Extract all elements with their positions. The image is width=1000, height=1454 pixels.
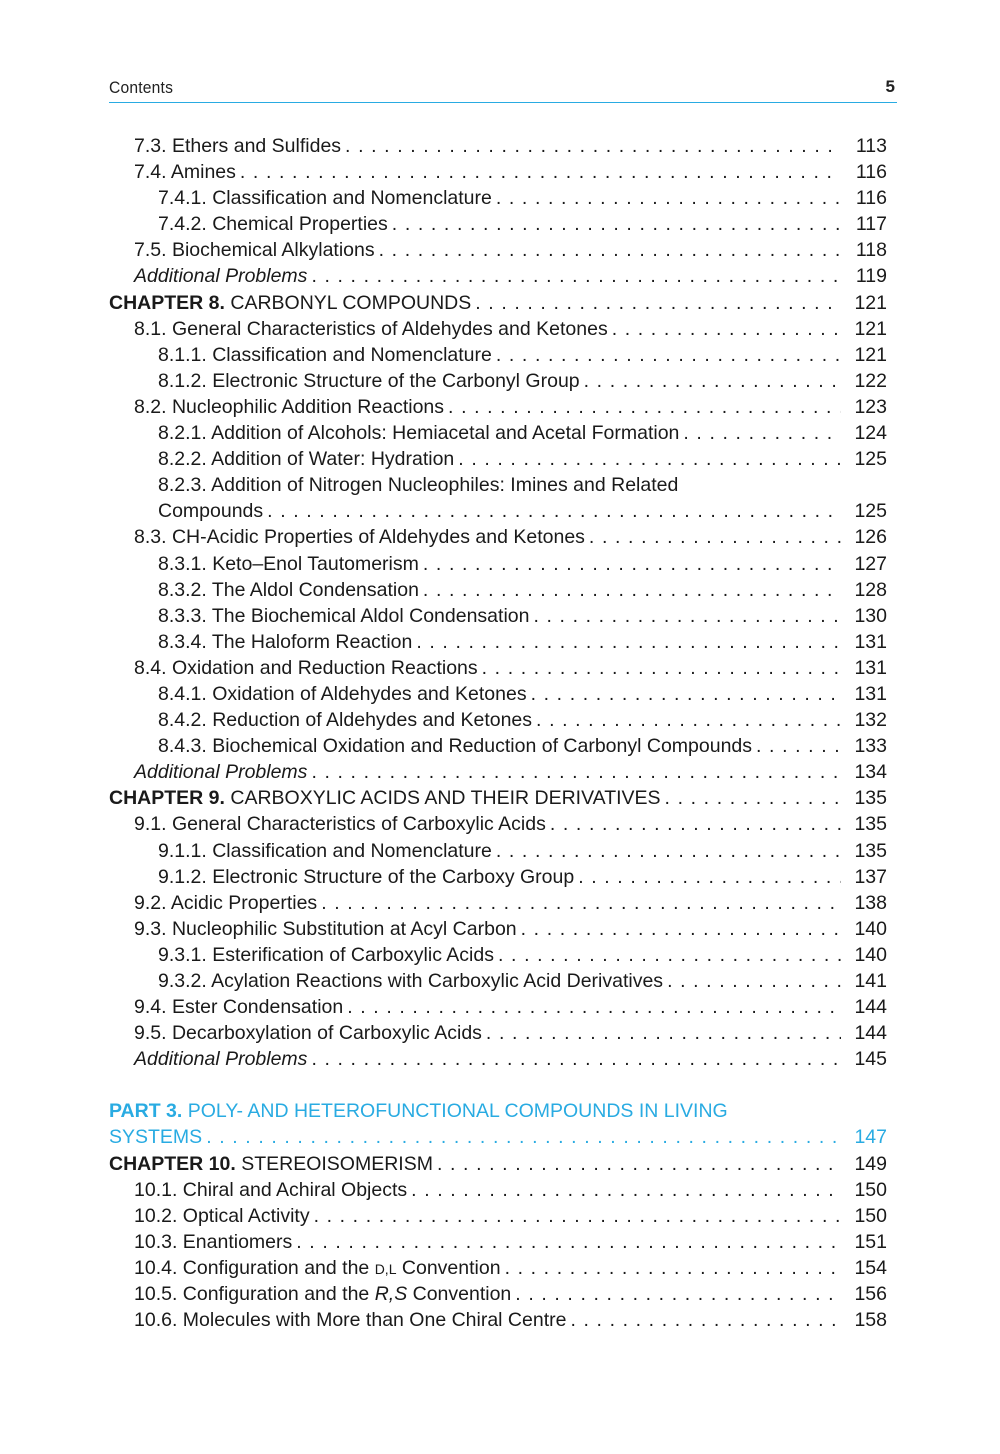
toc-entry-title: 8.4.3. Biochemical Oxidation and Reduction of Carbonyl Compounds xyxy=(158,735,753,758)
toc-entry-label-part: 10.4. Configuration and the xyxy=(134,1256,375,1279)
toc-page-number: 151 xyxy=(854,1230,887,1253)
dot-leader xyxy=(267,498,841,524)
toc-part-entry[interactable] xyxy=(109,1098,887,1124)
toc-entry[interactable] xyxy=(109,733,887,759)
dot-leader xyxy=(392,211,841,237)
dot-leader xyxy=(486,1020,841,1046)
toc-entry[interactable] xyxy=(109,420,887,446)
toc-entry[interactable] xyxy=(109,811,887,837)
page-number: 5 xyxy=(885,77,895,96)
toc-page-number: 125 xyxy=(854,500,887,523)
dot-leader xyxy=(515,1281,841,1307)
dot-leader xyxy=(311,1046,841,1072)
toc-entry[interactable] xyxy=(109,994,887,1020)
dot-leader xyxy=(437,1151,841,1177)
toc-entry[interactable] xyxy=(109,524,887,550)
toc-page-number: 123 xyxy=(854,395,887,418)
toc-page-number: 144 xyxy=(854,1022,887,1045)
toc-entry-small-caps: D,L xyxy=(374,1260,397,1277)
toc-entry[interactable] xyxy=(109,577,887,603)
toc-entry[interactable] xyxy=(109,185,887,211)
dot-leader xyxy=(665,785,841,811)
toc-entry-label xyxy=(134,916,517,942)
toc-entry-title: 7.4.2. Chemical Properties xyxy=(158,213,388,236)
toc-entry-label xyxy=(134,1281,511,1307)
toc-entry[interactable] xyxy=(109,342,887,368)
toc-entry-label xyxy=(158,942,494,968)
toc-entry-title: 9.2. Acidic Properties xyxy=(134,891,318,914)
dot-leader xyxy=(570,1307,841,1333)
running-head-title: Contents xyxy=(109,78,174,97)
dot-leader xyxy=(311,759,841,785)
toc-entry-title: 9.5. Decarboxylation of Carboxylic Acids xyxy=(134,1022,482,1045)
dot-leader xyxy=(667,968,841,994)
toc-entry[interactable] xyxy=(109,759,887,785)
toc-entry-label xyxy=(158,968,663,994)
toc-entry-label xyxy=(134,1307,566,1333)
toc-entry[interactable] xyxy=(109,838,887,864)
toc-entry-label xyxy=(158,420,679,446)
toc-entry[interactable] xyxy=(109,655,887,681)
toc-page-number: 117 xyxy=(855,213,887,236)
toc-page-number: 134 xyxy=(854,761,887,784)
dot-leader xyxy=(296,1229,841,1255)
toc-part-entry[interactable] xyxy=(109,1124,887,1150)
toc-entry-label xyxy=(158,707,532,733)
toc-entry-label xyxy=(158,342,492,368)
toc-entry-label xyxy=(134,1203,310,1229)
toc-entry-title: 8.4.2. Reduction of Aldehydes and Ketones xyxy=(158,709,533,732)
toc-entry-label xyxy=(158,472,678,498)
toc-entry-title: CARBONYL COMPOUNDS xyxy=(224,291,472,314)
dot-leader xyxy=(496,342,841,368)
toc-page-number: 156 xyxy=(854,1283,887,1306)
toc-entry-title: 8.2. Nucleophilic Addition Reactions xyxy=(134,395,445,418)
toc-page-number: 116 xyxy=(855,187,887,210)
toc-entry-title: 9.3.1. Esterification of Carboxylic Acids xyxy=(158,943,494,966)
toc-entry-label xyxy=(158,733,752,759)
toc-page-number: 133 xyxy=(854,735,887,758)
toc-entry[interactable] xyxy=(109,1281,887,1307)
toc-entry[interactable] xyxy=(109,1020,887,1046)
toc-entry-title: 10.2. Optical Activity xyxy=(134,1204,310,1227)
toc-entry-title: 9.3.2. Acylation Reactions with Carboxylic Acid Derivatives xyxy=(158,970,664,992)
toc-entry[interactable] xyxy=(109,603,887,629)
toc-entry-label xyxy=(109,1124,202,1150)
toc-page-number: 145 xyxy=(854,1048,887,1071)
toc-entry-title: 8.2.2. Addition of Water: Hydration xyxy=(158,448,455,471)
dot-leader xyxy=(314,1203,841,1229)
toc-entry[interactable] xyxy=(109,1177,887,1203)
toc-entry[interactable] xyxy=(109,890,887,916)
dot-leader xyxy=(448,394,841,420)
toc-page-number: 135 xyxy=(854,787,887,810)
toc-entry-title: 8.1.2. Electronic Structure of the Carbonyl Group xyxy=(158,369,580,392)
dot-leader xyxy=(550,811,841,837)
toc-entry-title: 8.2.1. Addition of Alcohols: Hemiacetal and Acetal Formation xyxy=(158,422,680,445)
toc-page-number: 131 xyxy=(854,656,887,679)
toc-entry[interactable] xyxy=(109,394,887,420)
toc-entry-label-part: Convention xyxy=(407,1283,512,1306)
toc-page-number: 141 xyxy=(854,970,887,992)
toc-page-number: 140 xyxy=(854,943,887,966)
toc-entry-title: 8.3.4. The Haloform Reaction xyxy=(158,630,413,653)
toc-entry-label-part: Convention xyxy=(396,1256,501,1279)
toc-entry[interactable] xyxy=(109,1046,887,1072)
dot-leader xyxy=(589,524,841,550)
toc-entry-label xyxy=(109,785,661,811)
dot-leader xyxy=(423,551,841,577)
toc-entry[interactable] xyxy=(109,498,887,524)
toc-page-number: 135 xyxy=(854,813,887,836)
dot-leader xyxy=(584,368,841,394)
toc-page-number: 140 xyxy=(854,917,887,940)
dot-leader xyxy=(578,864,841,890)
toc-entry[interactable] xyxy=(109,446,887,472)
toc-entry[interactable] xyxy=(109,263,887,289)
dot-leader xyxy=(496,838,841,864)
toc-page-number: 121 xyxy=(854,343,887,366)
toc-entry[interactable] xyxy=(109,1229,887,1255)
toc-entry[interactable] xyxy=(109,942,887,968)
toc-entry-title: 9.3. Nucleophilic Substitution at Acyl Carbon xyxy=(134,917,517,940)
toc-entry-label xyxy=(158,681,527,707)
toc-entry[interactable] xyxy=(109,1255,887,1281)
toc-entry-title: Additional Problems xyxy=(134,1048,308,1071)
toc-page-number: 150 xyxy=(854,1204,887,1227)
toc-entry-label xyxy=(134,159,236,185)
toc-entry[interactable] xyxy=(109,237,887,263)
toc-entry-label xyxy=(158,577,419,603)
toc-entry[interactable] xyxy=(109,916,887,942)
toc-entry-label xyxy=(134,1255,501,1282)
toc-entry-italic: R,S xyxy=(374,1283,408,1306)
toc-entry[interactable] xyxy=(109,211,887,237)
dot-leader xyxy=(458,446,841,472)
toc-entry-label xyxy=(134,1229,292,1255)
dot-leader xyxy=(612,316,841,342)
toc-entry-title: SYSTEMS xyxy=(109,1126,203,1149)
dot-leader xyxy=(345,133,841,159)
toc-entry-label xyxy=(158,551,419,577)
dot-leader xyxy=(311,263,841,289)
toc-entry-label xyxy=(134,133,341,159)
toc-chapter-entry[interactable] xyxy=(109,785,887,811)
toc-entry[interactable] xyxy=(109,1203,887,1229)
toc-page-number: 147 xyxy=(854,1126,887,1149)
toc-page-number: 125 xyxy=(854,448,887,471)
toc-entry-title: 8.4. Oxidation and Reduction Reactions xyxy=(134,656,478,679)
toc-entry-title: 8.3.3. The Biochemical Aldol Condensation xyxy=(158,604,530,627)
dot-leader xyxy=(498,942,841,968)
dot-leader xyxy=(206,1124,841,1150)
toc-entry-label xyxy=(134,1177,407,1203)
dot-leader xyxy=(756,733,841,759)
dot-leader xyxy=(531,681,841,707)
toc-entry-label xyxy=(158,603,529,629)
dot-leader xyxy=(423,577,841,603)
toc-entry-title: 7.3. Ethers and Sulfides xyxy=(134,135,342,157)
toc-entry-label xyxy=(109,1098,728,1124)
toc-entry-title: 8.3.1. Keto–Enol Tautomerism xyxy=(158,552,419,575)
toc-page-number: 126 xyxy=(854,526,887,549)
toc-entry-prefix: CHAPTER 9. xyxy=(109,787,225,810)
dot-leader xyxy=(347,994,841,1020)
toc-entry-title: 7.5. Biochemical Alkylations xyxy=(134,239,375,262)
toc-entry-label xyxy=(134,994,343,1020)
toc-page-number: 144 xyxy=(854,996,887,1019)
dot-leader xyxy=(683,420,841,446)
toc-entry-label xyxy=(158,446,454,472)
toc-entry-title: Additional Problems xyxy=(134,265,308,288)
toc-entry-label xyxy=(134,263,307,289)
dot-leader xyxy=(411,1177,841,1203)
toc-entry-label xyxy=(158,864,574,890)
toc-page-number: 122 xyxy=(854,369,887,392)
dot-leader xyxy=(533,603,841,629)
toc-chapter-entry[interactable] xyxy=(109,1151,887,1177)
toc-entry-title: 10.3. Enantiomers xyxy=(134,1230,293,1253)
dot-leader xyxy=(416,629,841,655)
toc-page-number: 116 xyxy=(855,161,887,184)
toc-page-number: 128 xyxy=(854,578,887,601)
toc-entry[interactable] xyxy=(109,316,887,342)
toc-entry[interactable] xyxy=(109,707,887,733)
dot-leader xyxy=(496,185,841,211)
dot-leader xyxy=(536,707,841,733)
toc-entry-title: 8.1.1. Classification and Nomenclature xyxy=(158,343,492,366)
toc-entry-label xyxy=(158,211,388,237)
toc-entry-label xyxy=(134,1046,307,1072)
toc-entry-title: 9.1. General Characteristics of Carboxylic Acids xyxy=(134,813,546,836)
toc-entry-title: 9.1.2. Electronic Structure of the Carboxy Group xyxy=(158,865,575,888)
toc-entry-label-part: 10.5. Configuration and the xyxy=(134,1283,375,1306)
toc-page-number: 135 xyxy=(854,839,887,862)
toc-entry-label xyxy=(134,759,307,785)
toc-page-number: 131 xyxy=(854,630,887,653)
toc-entry-label xyxy=(109,290,471,316)
toc-entry[interactable] xyxy=(109,133,887,159)
toc-entry[interactable] xyxy=(109,1307,887,1333)
toc-entry-label xyxy=(158,629,412,655)
toc-entry[interactable] xyxy=(109,629,887,655)
toc-entry-prefix: PART 3. xyxy=(109,1100,183,1123)
toc-entry-title: CARBOXYLIC ACIDS AND THEIR DERIVATIVES xyxy=(224,787,661,810)
toc-entry-title: 10.1. Chiral and Achiral Objects xyxy=(134,1178,408,1201)
dot-leader xyxy=(321,890,841,916)
toc-entry-title: POLY- AND HETEROFUNCTIONAL COMPOUNDS IN LIVING xyxy=(182,1100,728,1123)
toc-page-number: 137 xyxy=(854,865,887,888)
toc-entry-title: 9.4. Ester Condensation xyxy=(134,996,344,1019)
toc-entry-title: 7.4.1. Classification and Nomenclature xyxy=(158,187,492,210)
toc-entry-prefix: CHAPTER 10. xyxy=(109,1152,236,1175)
toc-entry-label xyxy=(134,394,444,420)
toc-entry-label xyxy=(134,890,317,916)
toc-page-number: 118 xyxy=(855,239,887,262)
toc-entry-title: 8.3.2. The Aldol Condensation xyxy=(158,578,419,601)
toc-entry-title: 8.1. General Characteristics of Aldehydes and Ketones xyxy=(134,317,608,340)
toc-entry[interactable] xyxy=(109,368,887,394)
toc-entry-title: 10.6. Molecules with More than One Chiral Centre xyxy=(134,1309,567,1332)
toc-page-number: 121 xyxy=(854,291,887,314)
toc-page-number: 127 xyxy=(854,552,887,575)
dot-leader xyxy=(521,916,841,942)
toc-page-number: 130 xyxy=(854,604,887,627)
toc-chapter-entry[interactable] xyxy=(109,290,887,316)
toc-entry-label xyxy=(134,524,585,550)
toc-entry-title: Compounds xyxy=(158,500,264,523)
toc-entry-label xyxy=(134,237,375,263)
page-header xyxy=(109,76,897,103)
toc-entry-title: Additional Problems xyxy=(134,761,308,784)
toc-page-number: 138 xyxy=(854,891,887,914)
toc-entry-label xyxy=(134,316,608,342)
toc-entry-label xyxy=(158,185,492,211)
toc-entry[interactable] xyxy=(109,864,887,890)
toc-entry-title: 7.4. Amines xyxy=(134,161,236,184)
toc-page-number: 131 xyxy=(854,682,887,705)
toc-entry[interactable] xyxy=(109,551,887,577)
toc-page-number: 149 xyxy=(854,1152,887,1175)
toc-entry-prefix: CHAPTER 8. xyxy=(109,291,225,314)
toc-entry-label xyxy=(134,655,478,681)
toc-page-number: 158 xyxy=(854,1309,887,1332)
dot-leader xyxy=(475,290,841,316)
toc-entry[interactable] xyxy=(109,681,887,707)
table-of-contents xyxy=(109,133,887,1333)
toc-page-number: 119 xyxy=(855,265,887,288)
toc-entry[interactable] xyxy=(109,472,887,498)
toc-entry-title: 8.3. CH-Acidic Properties of Aldehydes and Ketones xyxy=(134,526,585,549)
toc-entry-label xyxy=(158,498,263,524)
toc-entry-title: STEREOISOMERISM xyxy=(235,1152,433,1175)
toc-entry-title: 8.2.3. Addition of Nitrogen Nucleophiles: Imines and Related xyxy=(158,474,679,497)
dot-leader xyxy=(482,655,841,681)
toc-entry[interactable] xyxy=(109,968,887,994)
toc-page-number: 132 xyxy=(854,709,887,732)
toc-entry-title: 8.4.1. Oxidation of Aldehydes and Ketones xyxy=(158,682,527,705)
toc-entry-label xyxy=(158,368,580,394)
toc-page-number: 121 xyxy=(854,317,887,340)
toc-entry[interactable] xyxy=(109,159,887,185)
toc-page-number: 150 xyxy=(854,1178,887,1201)
toc-page-number: 113 xyxy=(855,135,887,157)
section-gap xyxy=(109,1072,887,1098)
toc-page-number: 124 xyxy=(854,422,887,445)
toc-entry-label xyxy=(134,1020,482,1046)
toc-page-number: 154 xyxy=(854,1256,887,1279)
dot-leader xyxy=(505,1255,841,1281)
dot-leader xyxy=(379,237,841,263)
dot-leader xyxy=(240,159,841,185)
toc-entry-title: 9.1.1. Classification and Nomenclature xyxy=(158,839,492,862)
toc-entry-label xyxy=(158,838,492,864)
toc-entry-label xyxy=(109,1151,433,1177)
toc-entry-label xyxy=(134,811,546,837)
